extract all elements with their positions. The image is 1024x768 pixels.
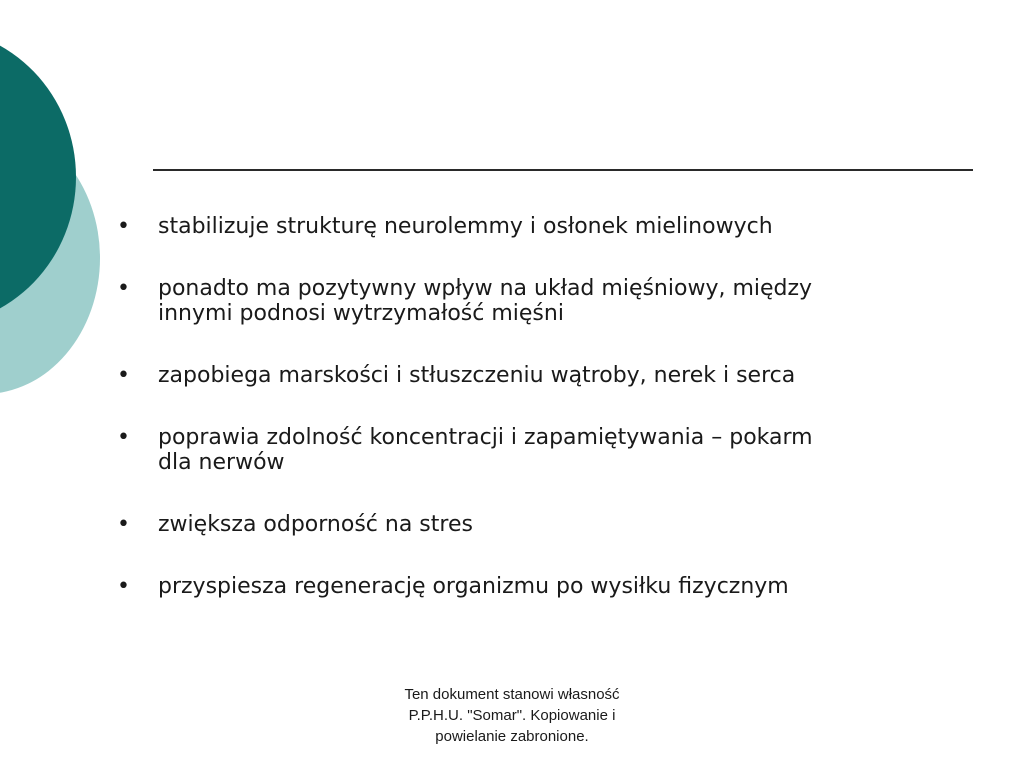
bullet-text-line-1: ponadto ma pozytywny wpływ na układ mięśniowy, między xyxy=(158,276,813,301)
bullet-text: zapobiega marskości i stłuszczeniu wątroby, nerek i serca xyxy=(158,363,796,388)
bullet-text: przyspiesza regenerację organizmu po wysiłku fizycznym xyxy=(158,574,789,599)
bullet-dot-icon: • xyxy=(117,363,130,388)
footer-notice xyxy=(362,684,662,747)
footer-line-3: powielanie zabronione. xyxy=(435,728,589,745)
bullet-text: stabilizuje strukturę neurolemmy i osłonek mielinowych xyxy=(158,214,773,239)
bullet-dot-icon: • xyxy=(117,425,130,450)
footer-line-2: P.P.H.U. "Somar". Kopiowanie i xyxy=(408,707,616,724)
bullet-item xyxy=(117,363,957,388)
bullet-item xyxy=(117,512,957,537)
bullet-item xyxy=(117,574,957,599)
bullet-dot-icon: • xyxy=(117,512,130,537)
bullet-dot-icon: • xyxy=(117,214,130,239)
title-divider xyxy=(153,169,973,171)
bullet-text: zwiększa odporność na stres xyxy=(158,512,473,537)
bullet-item xyxy=(117,276,957,326)
bullet-dot-icon: • xyxy=(117,276,130,301)
bullet-item xyxy=(117,425,957,475)
footer-line-1: Ten dokument stanowi własność xyxy=(404,686,620,703)
bullet-list xyxy=(117,214,957,636)
bullet-text-line-2: innymi podnosi wytrzymałość mięśni xyxy=(158,301,564,326)
bullet-text-line-1: poprawia zdolność koncentracji i zapamiętywania – pokarm xyxy=(158,425,813,450)
bullet-dot-icon: • xyxy=(117,574,130,599)
bullet-text-line-2: dla nerwów xyxy=(158,450,285,475)
bullet-item xyxy=(117,214,957,239)
